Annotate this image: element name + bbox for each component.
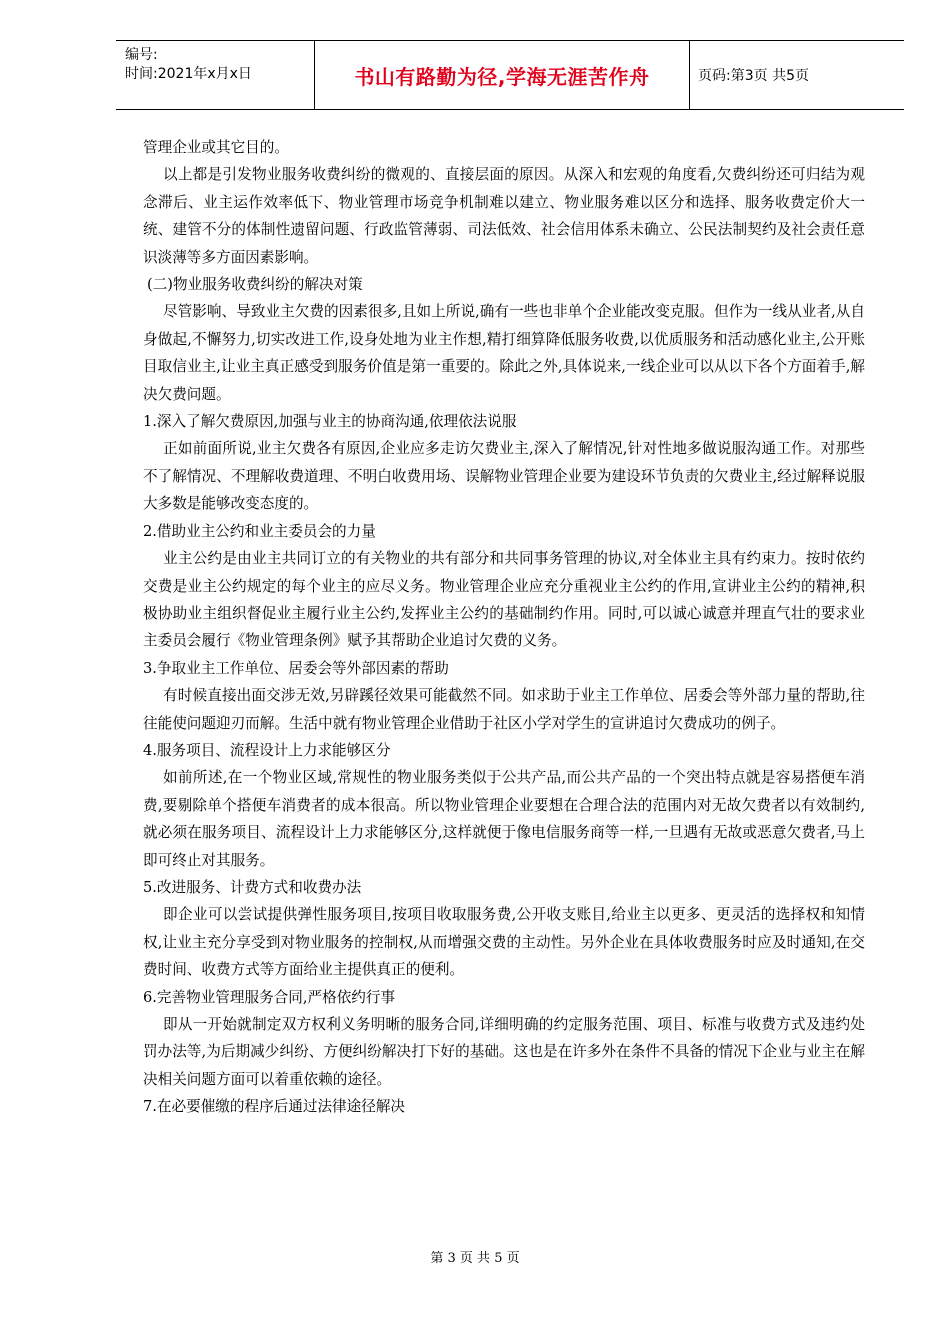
- header-motto-cell: [315, 41, 690, 109]
- section-heading: (二)物业服务收费纠纷的解决对策: [147, 276, 363, 294]
- header-meta: [116, 41, 315, 109]
- list-heading: 2.借助业主公约和业主委员会的力量: [143, 522, 376, 540]
- paragraph: 管理企业或其它目的。: [143, 139, 289, 156]
- document-body: [143, 134, 865, 1121]
- list-heading: 5.改进服务、计费方式和收费办法: [143, 878, 362, 896]
- list-heading: 1.深入了解欠费原因,加强与业主的协商沟通,依理依法说服: [143, 413, 517, 431]
- paragraph: 即企业可以尝试提供弹性服务项目,按项目收取服务费,公开收支账目,给业主以更多、更灵活的选择权和知情权,让业主充分享受到对物业服务的控制权,从而增强交费的主动性。另外企业在具体收费服务时应及时通知,在交费时间、收费方式等方面给业主提供真正的便利。: [143, 906, 865, 979]
- paragraph: 正如前面所说,业主欠费各有原因,企业应多走访欠费业主,深入了解情况,针对性地多做说服沟通工作。对那些不了解情况、不理解收费道理、不明白收费用场、误解物业管理企业要为建设环节负责的欠费业主,经过解释说服大多数是能够改变态度的。: [143, 440, 865, 513]
- paragraph: 即从一开始就制定双方权利义务明晰的服务合同,详细明确的约定服务范围、项目、标准与收费方式及违约处罚办法等,为后期减少纠纷、方便纠纷解决打下好的基础。这也是在许多外在条件不具备的情况下企业与业主在解决相关问题方面可以着重依赖的途径。: [143, 1016, 865, 1088]
- header-page-info: 页码:第3页 共5页: [698, 68, 809, 84]
- list-heading: 7.在必要催缴的程序后通过法律途径解决: [143, 1098, 406, 1116]
- paragraph: 业主公约是由业主共同订立的有关物业的共有部分和共同事务管理的协议,对全体业主具有约束力。按时依约交费是业主公约规定的每个业主的应尽义务。物业管理企业应充分重视业主公约的作用,宣讲业主公约的精神,积极协助业主组织督促业主履行业主公约,发挥业主公约的基础制约作用。同时,可以诚心诚意并理直气壮的要求业主委员会履行《物业管理条例》赋予其帮助企业追讨欠费的义务。: [143, 550, 865, 650]
- list-heading: 3.争取业主工作单位、居委会等外部因素的帮助: [143, 659, 449, 677]
- header-page-info-cell: [690, 41, 904, 109]
- header-motto: 书山有路勤为径,学海无涯苦作舟: [354, 64, 650, 89]
- paragraph: 尽管影响、导致业主欠费的因素很多,且如上所说,确有一些也非单个企业能改变克服。但作为一线从业者,从自身做起,不懈努力,切实改进工作,设身处地为业主作想,精打细算降低服务收费,以优质服务和活动感化业主,公开账目取信业主,让业主真正感受到服务价值是第一重要的。除此之外,具体说来,一线企业可以从以下各个方面着手,解决欠费问题。: [143, 303, 865, 403]
- page-footer: [0, 1247, 950, 1266]
- paragraph: 以上都是引发物业服务收费纠纷的微观的、直接层面的原因。从深入和宏观的角度看,欠费纠纷还可归结为观念滞后、业主运作效率低下、物业管理市场竞争机制难以建立、物业服务难以区分和选择、服务收费定价大一统、建管不分的体制性遗留问题、行政监管薄弱、司法低效、社会信用体系未确立、公民法制契约及社会责任意识淡薄等多方面因素影响。: [143, 166, 865, 266]
- page-header: [116, 40, 904, 110]
- list-heading: 4.服务项目、流程设计上力求能够区分: [143, 741, 391, 759]
- paragraph: 有时候直接出面交涉无效,另辟蹊径效果可能截然不同。如求助于业主工作单位、居委会等外部力量的帮助,往往能使问题迎刃而解。生活中就有物业管理企业借助于社区小学对学生的宣讲追讨欠费成功的例子。: [143, 687, 865, 732]
- document-time-label: 时间:2021年x月x日: [125, 66, 252, 82]
- footer-page-number: 第 3 页 共 5 页: [430, 1251, 520, 1266]
- list-heading: 6.完善物业管理服务合同,严格依约行事: [143, 988, 396, 1006]
- paragraph: 如前所述,在一个物业区域,常规性的物业服务类似于公共产品,而公共产品的一个突出特点就是容易搭便车消费,要剔除单个搭便车消费者的成本很高。所以物业管理企业要想在合理合法的范围内对无故欠费者以有效制约,就必须在服务项目、流程设计上力求能够区分,这样就便于像电信服务商等一样,一旦遇有无故或恶意欠费者,马上即可终止对其服务。: [143, 769, 865, 869]
- document-number-label: 编号:: [125, 47, 158, 63]
